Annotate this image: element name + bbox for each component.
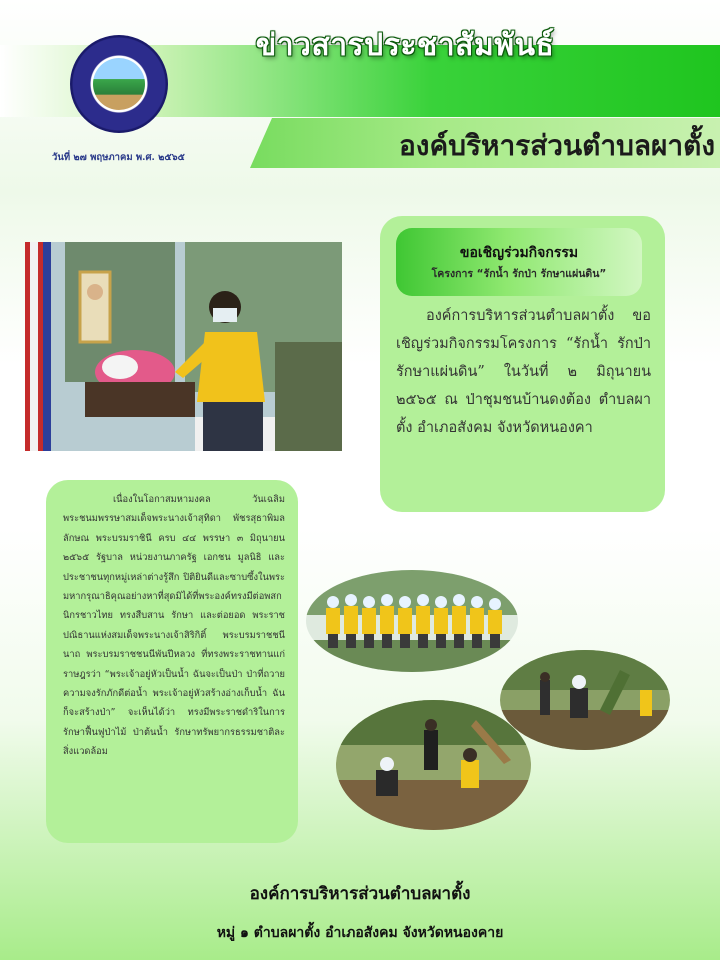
invitation-heading <box>396 228 642 296</box>
invitation-body: องค์การบริหารส่วนตำบลผาตั้ง ขอเชิญร่วมกิจกรรมโครงการ “รักน้ำ รักป่า รักษาแผ่นดิน” ในวันที่ ๒ มิถุนายน ๒๕๖๕ ณ ป่าชุมชนบ้านดงต้อง ตำบลผาตั้ง อำเภอสังคม จังหวัดหนองคา <box>396 308 651 436</box>
logo-emblem-icon <box>93 58 145 110</box>
publication-title: ข่าวสารประชาสัมพันธ์ <box>255 28 555 63</box>
organization-logo <box>70 35 168 133</box>
group-photo-illustration <box>306 570 518 672</box>
ceremony-photo-illustration <box>25 242 342 451</box>
planting-photo-right <box>500 650 670 750</box>
planting-photo-bottom-illustration <box>336 700 531 830</box>
planting-photo-bottom <box>336 700 531 830</box>
invitation-title: ขอเชิญร่วมกิจกรรม <box>459 245 579 261</box>
story-body: เนื่องในโอกาสมหามงคล วันเฉลิมพระชนมพรรษาสมเด็จพระนางเจ้าสุทิดา พัชรสุธาพิมลลักษณ พระบรมราชินี ครบ ๔๔ พรรษา ๓ มิถุนายน ๒๕๖๕ รัฐบาล หน่วยงานภาครัฐ เอกชน มูลนิธิ และประชาชนทุกหมู่เหล่าต่างรู้สึก ปิติยินดีและซาบซึ้งในพระมหากรุณาธิคุณอย่างหาที่สุดมิได้ที่พระองค์ทรงมีต่อพสกนิกรชาวไทย ทรงสืบสาน รักษา และต่อยอด พระราชปณิธานแห่งสมเด็จพระนางเจ้าสิริกิติ์ พระบรมราชชนีนาถ พระบรมราชชนนีพันปีหลวง ที่ทรงพระราชทานแก่ราษฎรว่า “พระเจ้าอยู่หัวเป็นน้ำ ฉันจะเป็นป่า ป่าที่ถวายความจงรักภักดีต่อน้ำ พระเจ้าอยู่หัวสร้างอ่างเก็บน้ำ ฉันก็จะสร้างป่า” จะเห็นได้ว่า ทรงมีพระราชดำริในการรักษาฟื้นฟูป่าไม้ ป่าต้นน้ำ รักษาทรัพยากรธรรมชาติละสิ่งแวดล้อม <box>63 494 285 758</box>
issue-date: วันที่ ๒๗ พฤษภาคม พ.ศ. ๒๕๖๕ <box>52 152 185 163</box>
footer-address: หมู่ ๑ ตำบลผาตั้ง อำเภอสังคม จังหวัดหนองคาย <box>216 925 504 941</box>
footer-organization: องค์การบริหารส่วนตำบลผาตั้ง <box>249 884 471 904</box>
group-photo <box>306 570 518 672</box>
ceremony-photo <box>25 242 342 451</box>
planting-photo-right-illustration <box>500 650 670 750</box>
organization-title: องค์บริหารส่วนตำบลผาตั้ง <box>398 129 715 162</box>
invitation-subtitle: โครงการ “รักน้ำ รักป่า รักษาแผ่นดิน” <box>431 268 607 280</box>
